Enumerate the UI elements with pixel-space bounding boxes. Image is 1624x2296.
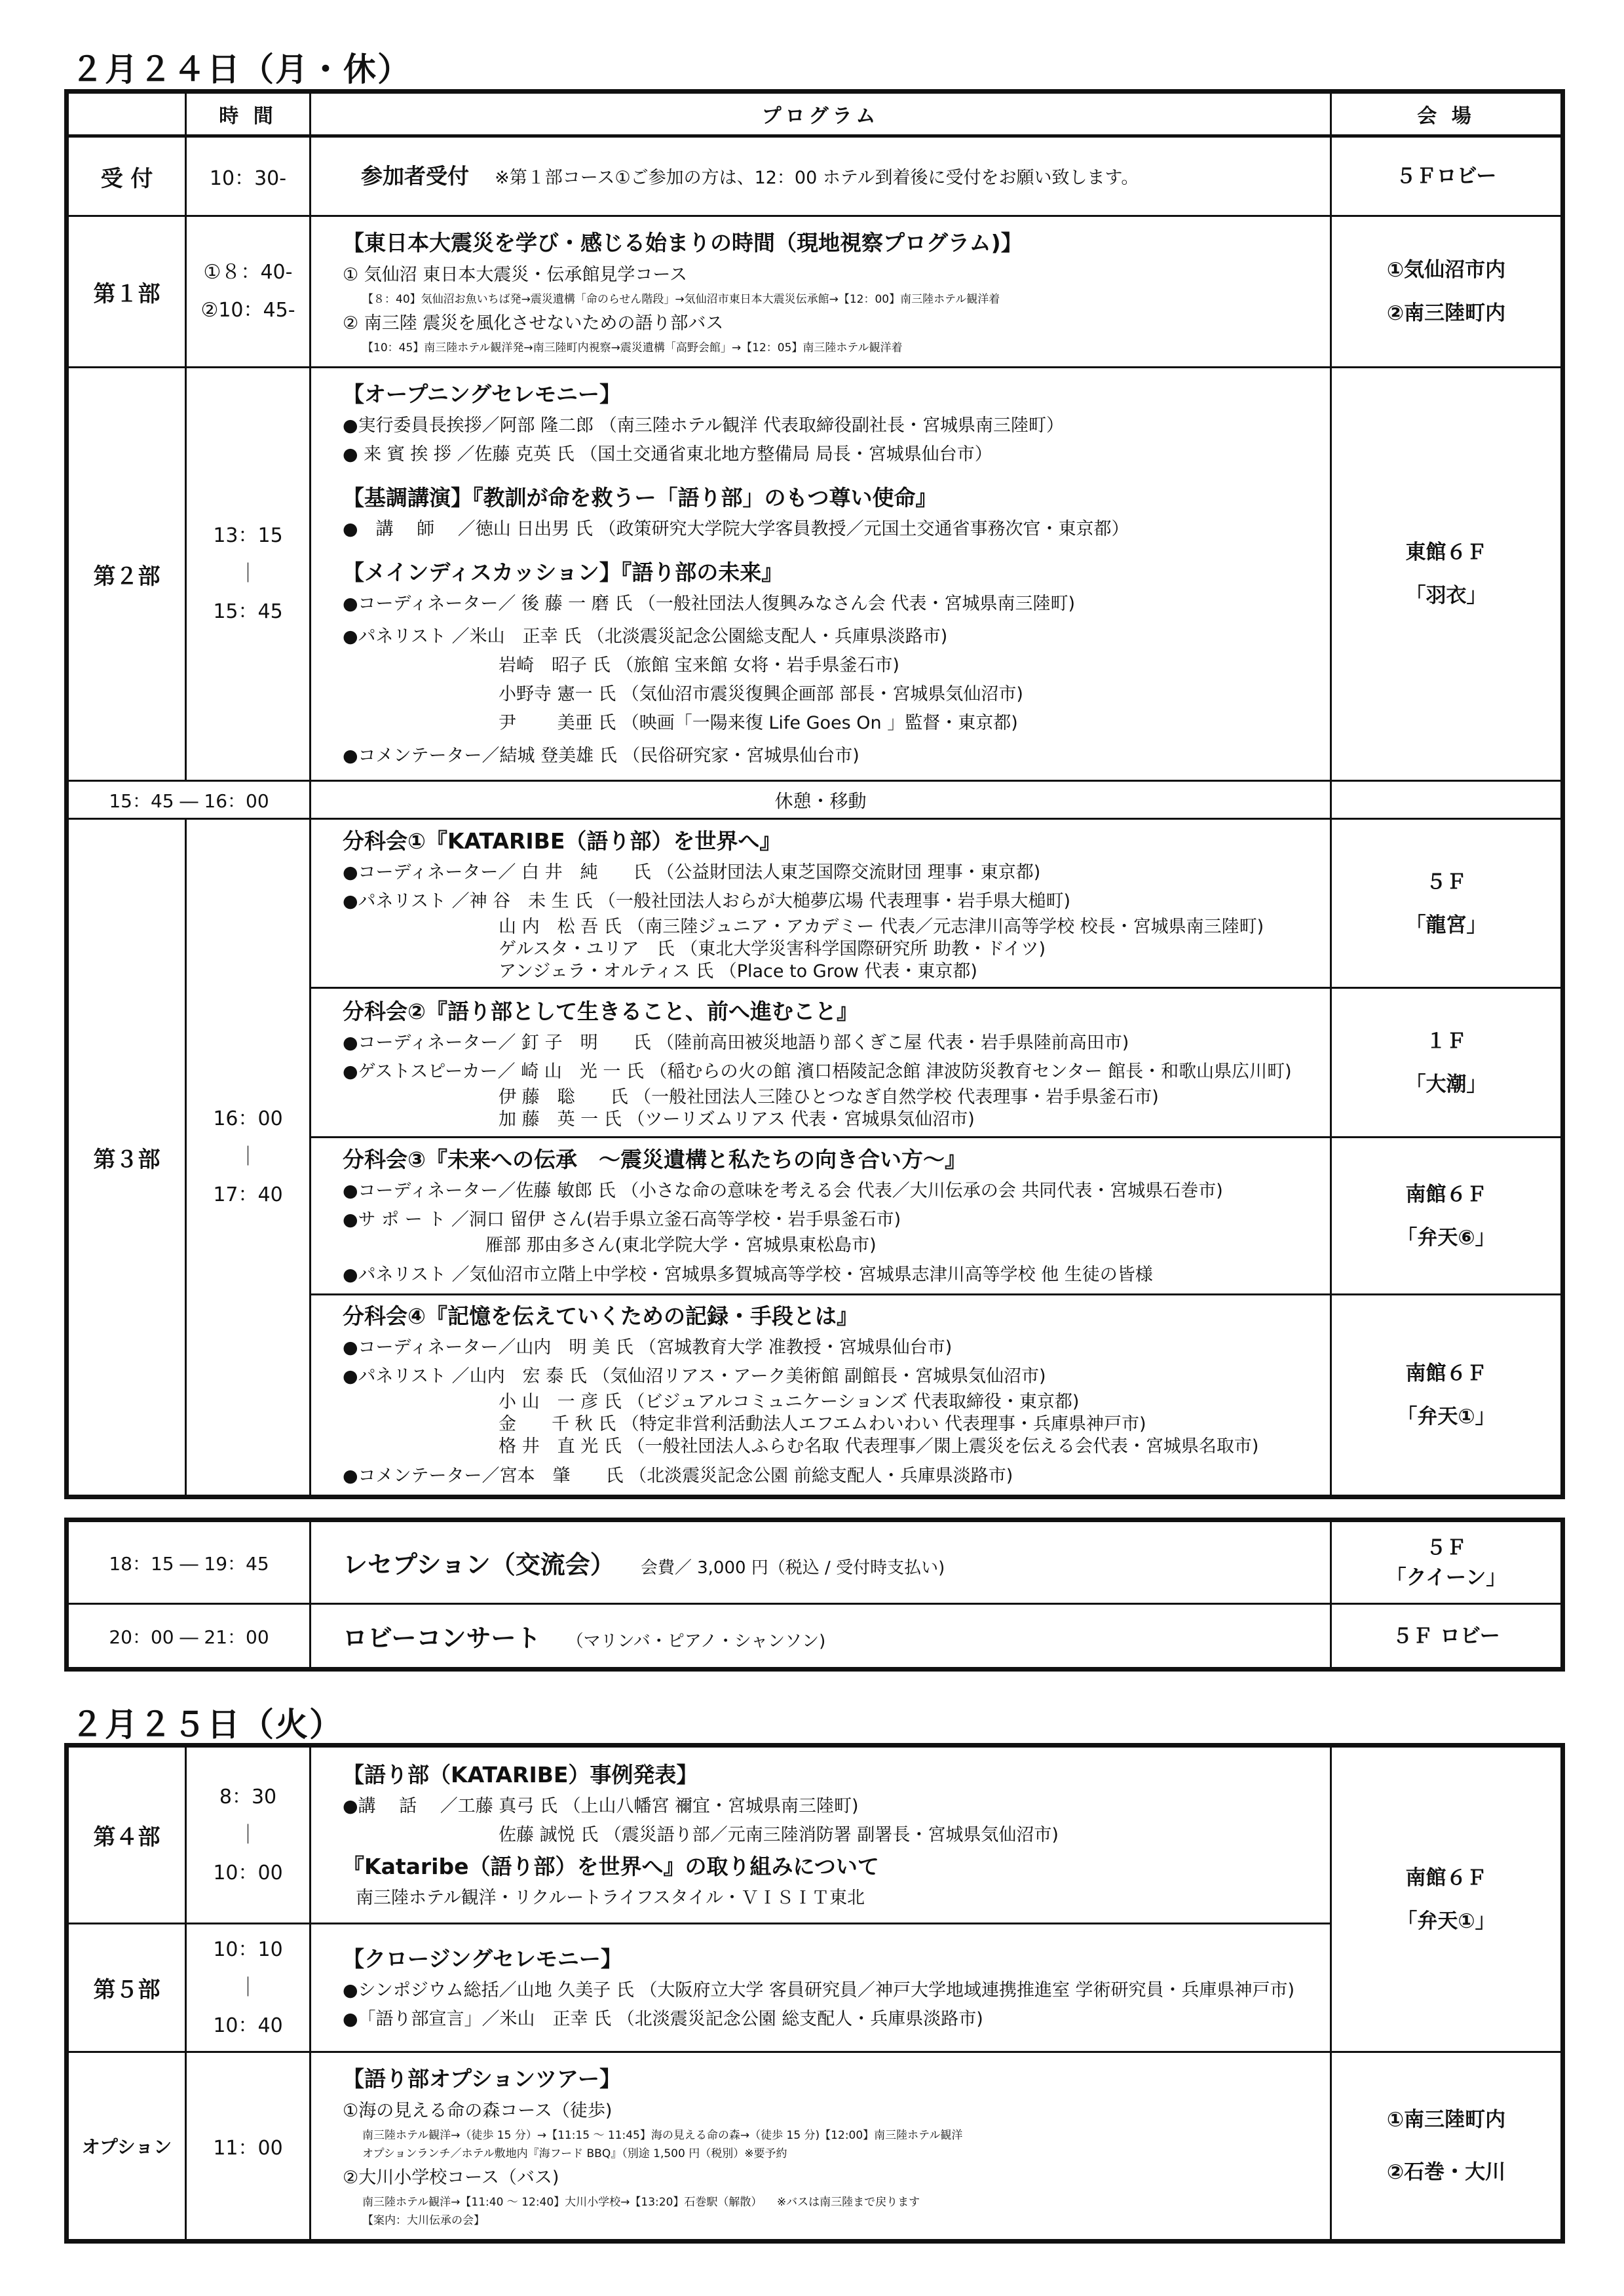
- part4-title: 【語り部（KATARIBE）事例発表】: [343, 1761, 698, 1788]
- reception-party-note: 会費／ 3,000 円（税込 / 受付時支払い): [640, 1558, 945, 1578]
- course2: ②大川小学校コース（バス): [343, 2168, 559, 2188]
- program-cell: [311, 368, 1331, 781]
- course2: ② 南三陸 震災を風化させないための語り部バス: [343, 313, 724, 334]
- time-end: 10：40: [213, 2014, 283, 2037]
- course1: ① 気仙沼 東日本大震災・伝承館見学コース: [343, 265, 688, 285]
- time-separator: ｜: [238, 562, 258, 585]
- program-cell: [311, 1604, 1331, 1670]
- keynote-title: 【基調講演】『教訓が命を救うー「語り部」のもつ尊い使命』: [343, 485, 937, 510]
- reception-title: 参加者受付: [361, 163, 469, 189]
- venue-cell: ５Ｆ ロビー: [1331, 1604, 1563, 1670]
- time-start: 10：10: [213, 1938, 283, 1961]
- program-cell: [311, 1520, 1331, 1604]
- program-line: ●コーディネーター／佐藤 敏郎 氏 （小さな命の意味を考える会 代表／大川伝承の会 共同代表・宮城県石巻市): [343, 1180, 1223, 1201]
- break-time: 15：45 ― 16：00: [67, 781, 311, 819]
- venue-line: 東館６Ｆ: [1405, 541, 1487, 564]
- header-venue: 会 場: [1331, 92, 1563, 136]
- venue-cell: [1331, 2052, 1563, 2242]
- time-start: 8：30: [219, 1785, 277, 1808]
- time-second: ②10：45-: [200, 299, 295, 322]
- reception-note: ※第１部コース①ご参加の方は、12：00 ホテル到着後に受付をお願い致します。: [495, 168, 1139, 188]
- panelist-line: 金 千 秋 氏 （特定非営利活動法人エフエムわいわい 代表理事・兵庫県神戸市): [499, 1414, 1146, 1434]
- part1-title: 【東日本大震災を学び・感じる始まりの時間（現地視察プログラム)】: [343, 230, 1023, 256]
- commentator-line: ●コメンテーター／結城 登美雄 氏 （民俗研究家・宮城県仙台市): [343, 746, 859, 766]
- course2-detail: 【10：45】南三陸ホテル観洋発→南三陸町内視察→震災遺構「高野会館」→【12：05】南三陸ホテル観洋着: [362, 341, 903, 354]
- time-separator: ｜: [238, 1145, 258, 1168]
- venue-cell: [1331, 1520, 1563, 1604]
- venue-line: 「大潮」: [1405, 1072, 1487, 1096]
- session-title: 分科会④『記憶を伝えていくための記録・手段とは』: [343, 1303, 858, 1329]
- program-cell: [311, 819, 1331, 988]
- time-cell: [186, 368, 311, 781]
- reception-party-title: レセプション（交流会）: [343, 1550, 615, 1579]
- program-line: ●実行委員長挨拶／阿部 隆二郎 （南三陸ホテル観洋 代表取締役副社長・宮城県南三陸町）: [343, 415, 1064, 436]
- time-cell: [186, 1746, 311, 1924]
- part4-sub-line: 南三陸ホテル観洋・リクルートライフスタイル・ＶＩＳＩＴ東北: [356, 1887, 865, 1908]
- program-cell: [311, 1746, 1331, 1924]
- program-line: ●パネリスト ／山内 宏 泰 氏 （気仙沼リアス・アーク美術館 副館長・宮城県気仙沼市): [343, 1366, 1046, 1387]
- part5-title: 【クロージングセレモニー】: [343, 1945, 622, 1972]
- speaker-line: 加 藤 英 一 氏 （ツーリズムリアス 代表・宮城県気仙沼市): [499, 1109, 975, 1130]
- venue-line: 「弁天⑥」: [1397, 1225, 1496, 1250]
- time-start: 16：00: [213, 1107, 283, 1130]
- course2-detail: 【案内：大川伝承の会】: [362, 2214, 485, 2227]
- session-title: 分科会①『KATARIBE（語り部）を世界へ』: [343, 828, 782, 854]
- section-label: 第３部: [67, 819, 186, 1497]
- time-cell: [186, 216, 311, 368]
- header-time: 時 間: [186, 92, 311, 136]
- venue-cell: [1331, 1746, 1563, 2052]
- course2-detail: 南三陸ホテル観洋→【11:40 ～ 12:40】大川小学校→【13:20】石巻駅（解散） ※バスは南三陸まで戻ります: [362, 2196, 920, 2209]
- time-cell: 20：00 ― 21：00: [67, 1604, 311, 1670]
- panelist-line: アンジェラ・オルティス 氏 （Place to Grow 代表・東京都): [499, 961, 977, 982]
- part4-sub-title: 『Kataribe（語り部）を世界へ』の取り組みについて: [343, 1853, 879, 1879]
- program-line: ●パネリスト ／神 谷 未 生 氏 （一般社団法人おらが大槌夢広場 代表理事・岩手県大槌町): [343, 890, 1071, 911]
- program-cell: [311, 1295, 1331, 1497]
- session-title: 分科会②『語り部として生きること、前へ進むこと』: [343, 998, 858, 1024]
- panelist-line: 岩崎 昭子 氏 （旅館 宝来館 女将・岩手県釜石市): [499, 655, 899, 676]
- evening-events-table: [64, 1518, 1565, 1672]
- program-line: ●コーディネーター／ 釘 子 明 氏 （陸前高田被災地語り部くぎこ屋 代表・岩手県陸前高田市): [343, 1032, 1129, 1053]
- venue-line: ５Ｆ: [1426, 1535, 1467, 1559]
- break-venue: [1331, 781, 1563, 819]
- time-end: 10：00: [213, 1861, 283, 1885]
- program-cell: [311, 216, 1331, 368]
- venue-cell: ５Ｆロビー: [1331, 136, 1563, 216]
- venue-cell: [1331, 1138, 1563, 1295]
- panelist-line: ●パネリスト ／米山 正幸 氏 （北淡震災記念公園総支配人・兵庫県淡路市): [343, 626, 948, 647]
- venue-line: 「クイーン」: [1386, 1565, 1507, 1590]
- venue-line: 南館６Ｆ: [1405, 1362, 1487, 1385]
- section-label: 第２部: [67, 368, 186, 781]
- course1: ①海の見える命の森コース（徒歩): [343, 2101, 613, 2121]
- day2-schedule-table: [64, 1743, 1565, 2244]
- concert-note: （マリンバ・ピアノ・シャンソン): [566, 1632, 826, 1651]
- speaker-line: ●講 話 ／工藤 真弓 氏 （上山八幡宮 禰宜・宮城県南三陸町): [343, 1795, 859, 1816]
- program-line: ●サ ポ ー ト ／洞口 留伊 さん(岩手県立釜石高等学校・岩手県釜石市): [343, 1209, 901, 1230]
- header-blank: [67, 92, 186, 136]
- support-line: 雁部 那由多さん(東北学院大学・宮城県東松島市): [485, 1234, 877, 1255]
- day1-schedule-table: [64, 89, 1565, 1499]
- time-cell: 11：00: [186, 2052, 311, 2242]
- opening-title: 【オープニングセレモニー】: [343, 381, 622, 407]
- panelist-line: 格 井 直 光 氏 （一般社団法人ふらむ名取 代表理事／閖上震災を伝える会代表・宮城県名取市): [499, 1436, 1259, 1457]
- venue-line: ①気仙沼市内: [1386, 258, 1506, 282]
- panelist-line: ●パネリスト ／気仙沼市立階上中学校・宮城県多賀城高等学校・宮城県志津川高等学校 他 生徒の皆様: [343, 1264, 1153, 1285]
- coordinator-line: ●コーディネーター／ 後 藤 一 磨 氏 （一般社団法人復興みなさん会 代表・宮城県南三陸町): [343, 594, 1076, 614]
- venue-cell: [1331, 1295, 1563, 1497]
- time-cell: [186, 1924, 311, 2052]
- panelist-line: 山 内 松 吾 氏 （南三陸ジュニア・アカデミー 代表／元志津川高等学校 校長・宮城県南三陸町): [499, 916, 1264, 937]
- panelist-line: 小 山 一 彦 氏 （ビジュアルコミュニケーションズ 代表取締役・東京都): [499, 1392, 1080, 1412]
- section-label: 第１部: [67, 216, 186, 368]
- time-end: 17：40: [213, 1183, 283, 1206]
- option-row: [67, 2052, 1563, 2242]
- session-title: 分科会③『未来への伝承 ～震災遺構と私たちの向き合い方～』: [343, 1146, 966, 1172]
- concert-title: ロビーコンサート: [343, 1624, 541, 1653]
- reception-row: [67, 136, 1563, 216]
- program-cell: [311, 988, 1331, 1138]
- venue-cell: [1331, 216, 1563, 368]
- program-cell: [311, 1138, 1331, 1295]
- venue-line: 南館６Ｆ: [1405, 1182, 1487, 1206]
- venue-line: 「弁天①」: [1397, 1405, 1496, 1428]
- time-cell: [186, 819, 311, 1497]
- course1-detail: 南三陸ホテル観洋→（徒歩 15 分）→【11:15 ～ 11:45】海の見える命の森→（徒歩 15 分)【12:00】南三陸ホテル観洋: [362, 2129, 963, 2142]
- reception-party-row: [67, 1520, 1563, 1604]
- time-end: 15：45: [213, 600, 283, 623]
- program-line: ● 来 賓 挨 拶 ／佐藤 克英 氏 （国土交通省東北地方整備局 局長・宮城県仙台市）: [343, 444, 992, 465]
- day2-date: ２月２５日（火）: [71, 1706, 343, 1744]
- break-row: [67, 781, 1563, 819]
- time-separator: ｜: [238, 1976, 258, 1999]
- part2-row: [67, 368, 1563, 781]
- program-line: ●コーディネーター／ 白 井 純 氏 （公益財団法人東芝国際交流財団 理事・東京都): [343, 862, 1041, 883]
- panelist-line: 小野寺 憲一 氏 （気仙沼市震災復興企画部 部長・宮城県気仙沼市): [499, 684, 1023, 704]
- concert-row: [67, 1604, 1563, 1670]
- venue-line: ②石巻・大川: [1386, 2160, 1506, 2184]
- part4-row: [67, 1746, 1563, 1924]
- speaker-line: 佐藤 誠悦 氏 （震災語り部／元南三陸消防署 副署長・宮城県気仙沼市): [499, 1824, 1059, 1845]
- section-label: 第４部: [67, 1746, 186, 1924]
- program-line: ●コーディネーター／山内 明 美 氏 （宮城教育大学 准教授・宮城県仙台市): [343, 1337, 953, 1358]
- part3-session1-row: [67, 819, 1563, 988]
- panelist-line: ゲルスタ・ユリア 氏 （東北大学災害科学国際研究所 助教・ドイツ): [499, 938, 1046, 959]
- speaker-line: 伊 藤 聡 氏 （一般社団法人三陸ひとつなぎ自然学校 代表理事・岩手県釜石市): [499, 1086, 1159, 1107]
- part1-row: [67, 216, 1563, 368]
- section-label: 第５部: [67, 1924, 186, 2052]
- venue-line: ５Ｆ: [1426, 870, 1467, 894]
- time-start: ①８：40-: [203, 261, 293, 284]
- program-line: ●ゲストスピーカー／ 崎 山 光 一 氏 （稲むらの火の館 濱口梧陵記念館 津波防災教育センター 館長・和歌山県広川町): [343, 1061, 1292, 1082]
- venue-line: １Ｆ: [1426, 1029, 1467, 1053]
- program-cell: [311, 1924, 1331, 2052]
- header-row: [67, 92, 1563, 136]
- break-label: 休憩・移動: [311, 781, 1331, 819]
- commentator-line: ●コメンテーター／宮本 肇 氏 （北淡震災記念公園 前総支配人・兵庫県淡路市): [343, 1466, 1013, 1486]
- venue-line: 「羽衣」: [1405, 584, 1487, 607]
- program-line: ●「語り部宣言」／米山 正幸 氏 （北淡震災記念公園 総支配人・兵庫県淡路市): [343, 2008, 983, 2029]
- section-label: 受 付: [67, 136, 186, 216]
- section-label: オプション: [67, 2052, 186, 2242]
- panelist-line: 尹 美亜 氏 （映画「一陽来復 Life Goes On 」監督・東京都): [499, 713, 1018, 733]
- venue-line: 「弁天①」: [1397, 1909, 1496, 1933]
- time-start: 13：15: [213, 524, 283, 547]
- course1-detail: 【８：40】気仙沼お魚いちば発→震災遺構「命のらせん階段」→気仙沼市東日本大震災伝承館→【12：00】南三陸ホテル観洋着: [362, 293, 1000, 306]
- venue-cell: [1331, 368, 1563, 781]
- course1-detail: オプションランチ／ホテル敷地内『海フード BBQ』（別途 1,500 円（税別）※要予約: [362, 2147, 787, 2160]
- day1-date: ２月２４日（月・休）: [71, 50, 411, 88]
- venue-cell: [1331, 819, 1563, 988]
- time-separator: ｜: [238, 1823, 258, 1846]
- program-cell: [311, 136, 1331, 216]
- time-cell: 18：15 ― 19：45: [67, 1520, 311, 1604]
- venue-line: 「龍宮」: [1405, 913, 1487, 937]
- venue-line: 南館６Ｆ: [1405, 1866, 1487, 1890]
- program-line: ●シンポジウム総括／山地 久美子 氏 （大阪府立大学 客員研究員／神戸大学地域連携推進室 学術研究員・兵庫県神戸市): [343, 1980, 1295, 2000]
- option-title: 【語り部オプションツアー】: [343, 2066, 622, 2092]
- main-discussion-title: 【メインディスカッション】『語り部の未来』: [343, 560, 784, 585]
- venue-cell: [1331, 988, 1563, 1138]
- venue-line: ①南三陸町内: [1386, 2108, 1506, 2132]
- header-program: プログラム: [311, 92, 1331, 136]
- time-cell: 10：30-: [186, 136, 311, 216]
- program-line: ● 講 師 ／徳山 日出男 氏 （政策研究大学院大学客員教授／元国土交通省事務次官・東京都）: [343, 519, 1129, 539]
- program-cell: [311, 2052, 1331, 2242]
- venue-line: ②南三陸町内: [1386, 301, 1506, 325]
